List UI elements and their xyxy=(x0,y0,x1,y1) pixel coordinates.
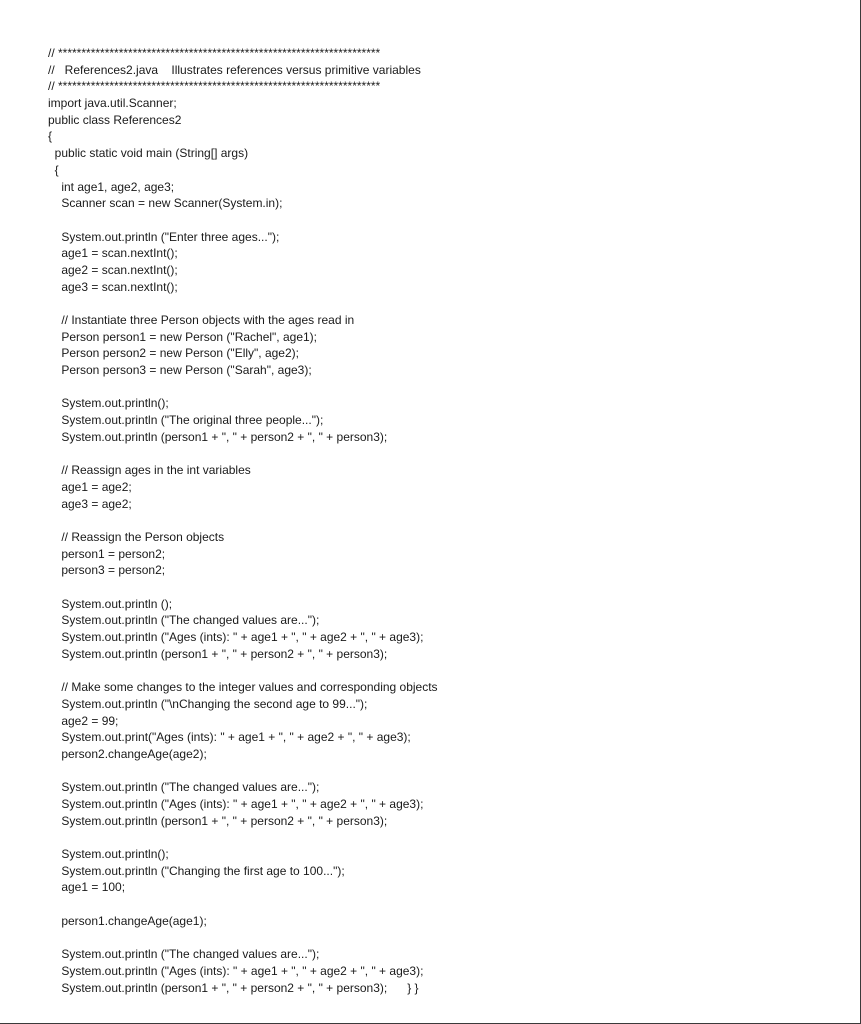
code-line: int age1, age2, age3; xyxy=(48,179,175,194)
code-line: Scanner scan = new Scanner(System.in); xyxy=(48,196,283,211)
code-line: System.out.println (person1 + ", " + person2 + ", " + person3); xyxy=(48,646,388,661)
code-line: // Instantiate three Person objects with the ages read in xyxy=(48,313,355,327)
code-line: public static void main (String[] args) xyxy=(48,146,249,161)
code-line: System.out.println ("The changed values are..."); xyxy=(48,947,320,962)
code-line: // Reassign ages in the int variables xyxy=(48,463,251,478)
code-listing xyxy=(48,45,438,996)
code-line xyxy=(48,446,438,463)
code-line: System.out.println (); xyxy=(48,596,173,611)
code-line: System.out.println ("The changed values are..."); xyxy=(48,613,320,628)
code-line: Person person1 = new Person ("Rachel", age1); xyxy=(48,329,317,344)
code-line: System.out.println(); xyxy=(48,396,169,411)
code-line: age1 = age2; xyxy=(48,479,132,494)
code-line: System.out.println (person1 + ", " + person2 + ", " + person3); } } xyxy=(48,980,419,995)
code-line: public class References2 xyxy=(48,112,182,127)
code-line: person1 = person2; xyxy=(48,546,166,561)
code-line: System.out.println ("The original three people..."); xyxy=(48,413,324,428)
code-line xyxy=(48,929,438,946)
code-line: age1 = scan.nextInt(); xyxy=(48,246,178,261)
code-line xyxy=(48,212,438,229)
code-line xyxy=(48,662,438,679)
code-line xyxy=(48,295,438,312)
code-line: age3 = scan.nextInt(); xyxy=(48,279,178,294)
code-line xyxy=(48,512,438,529)
code-line: System.out.print("Ages (ints): " + age1 + ", " + age2 + ", " + age3); xyxy=(48,730,411,745)
code-line: age2 = scan.nextInt(); xyxy=(48,262,178,277)
code-line: System.out.println ("Changing the first age to 100..."); xyxy=(48,863,345,878)
code-line: // Make some changes to the integer values and corresponding objects xyxy=(48,680,438,695)
code-line: person1.changeAge(age1); xyxy=(48,913,207,928)
code-line: // ********************************************************************* xyxy=(48,46,381,60)
code-line: age2 = 99; xyxy=(48,713,119,728)
code-line: System.out.println(); xyxy=(48,847,169,861)
code-line: // References2.java Illustrates references versus primitive variables xyxy=(48,62,421,77)
code-line: System.out.println ("Enter three ages..."); xyxy=(48,229,280,244)
code-line: Person person3 = new Person ("Sarah", age3); xyxy=(48,363,312,378)
code-line: System.out.println ("\nChanging the second age to 99..."); xyxy=(48,696,368,711)
code-line: System.out.println ("The changed values are..."); xyxy=(48,780,320,795)
code-line xyxy=(48,763,438,780)
code-line xyxy=(48,579,438,596)
code-line: Person person2 = new Person ("Elly", age2); xyxy=(48,346,299,361)
code-line xyxy=(48,379,438,396)
code-line: System.out.println ("Ages (ints): " + age1 + ", " + age2 + ", " + age3); xyxy=(48,963,424,978)
code-line: import java.util.Scanner; xyxy=(48,96,177,111)
code-line: System.out.println ("Ages (ints): " + age1 + ", " + age2 + ", " + age3); xyxy=(48,630,424,645)
code-line: { xyxy=(48,129,53,144)
code-line xyxy=(48,896,438,913)
code-line: { xyxy=(48,162,59,177)
code-line: System.out.println (person1 + ", " + person2 + ", " + person3); xyxy=(48,429,388,444)
code-line: // Reassign the Person objects xyxy=(48,529,225,544)
code-line xyxy=(48,829,438,846)
code-line: age3 = age2; xyxy=(48,496,132,511)
code-line: person3 = person2; xyxy=(48,563,166,578)
code-line: // ********************************************************************* xyxy=(48,79,381,94)
code-line: person2.changeAge(age2); xyxy=(48,746,207,761)
code-line: System.out.println (person1 + ", " + person2 + ", " + person3); xyxy=(48,813,388,828)
code-line: age1 = 100; xyxy=(48,880,126,895)
code-line: System.out.println ("Ages (ints): " + age1 + ", " + age2 + ", " + age3); xyxy=(48,796,424,811)
